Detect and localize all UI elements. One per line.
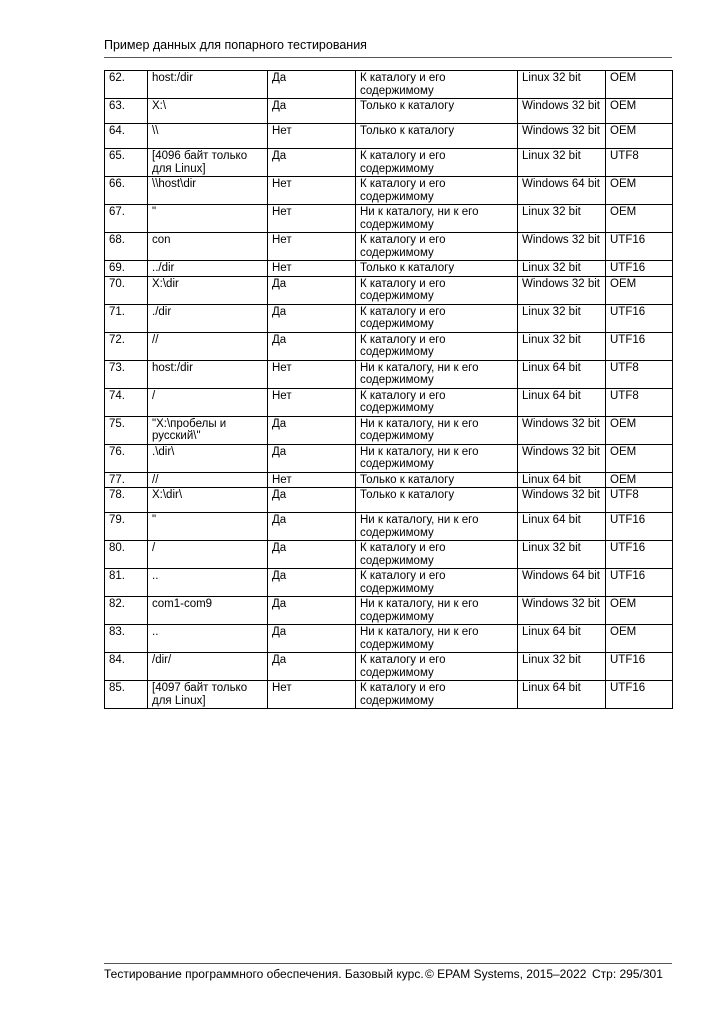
cell-permission: Нет xyxy=(268,472,356,488)
cell-permission: Нет xyxy=(268,205,356,233)
cell-os-platform: Windows 64 bit xyxy=(518,177,606,205)
cell-os-platform: Linux 32 bit xyxy=(518,304,606,332)
cell-access-scope: К каталогу и его содержимому xyxy=(356,653,518,681)
cell-encoding: UTF16 xyxy=(606,541,673,569)
cell-access-scope: Ни к каталогу, ни к его содержимому xyxy=(356,597,518,625)
cell-row-number: 70. xyxy=(105,276,148,304)
cell-path-value: [4096 байт только для Linux] xyxy=(148,149,268,177)
cell-encoding: OEM xyxy=(606,597,673,625)
cell-permission: Нет xyxy=(268,681,356,709)
cell-permission: Нет xyxy=(268,261,356,277)
footer-page-number: Стр: 295/301 xyxy=(592,967,663,981)
cell-row-number: 82. xyxy=(105,597,148,625)
cell-os-platform: Linux 32 bit xyxy=(518,205,606,233)
pairwise-data-table xyxy=(104,70,673,709)
cell-path-value: ./dir xyxy=(148,304,268,332)
cell-path-value: ../dir xyxy=(148,261,268,277)
footer-copyright: © EPAM Systems, 2015–2022 xyxy=(425,967,587,981)
table-row xyxy=(105,513,673,541)
cell-row-number: 68. xyxy=(105,233,148,261)
cell-os-platform: Linux 32 bit xyxy=(518,332,606,360)
cell-permission: Да xyxy=(268,541,356,569)
cell-permission: Да xyxy=(268,569,356,597)
cell-encoding: UTF16 xyxy=(606,569,673,597)
cell-path-value: .. xyxy=(148,569,268,597)
cell-os-platform: Windows 32 bit xyxy=(518,597,606,625)
cell-os-platform: Windows 32 bit xyxy=(518,124,606,149)
cell-path-value: .\dir\ xyxy=(148,444,268,472)
cell-encoding: UTF16 xyxy=(606,681,673,709)
cell-permission: Да xyxy=(268,625,356,653)
footer-course-title: Тестирование программного обеспечения. Базовый курс. xyxy=(104,967,424,981)
cell-access-scope: К каталогу и его содержимому xyxy=(356,71,518,99)
cell-permission: Да xyxy=(268,304,356,332)
cell-os-platform: Windows 32 bit xyxy=(518,416,606,444)
table-row xyxy=(105,360,673,388)
cell-path-value: \\ xyxy=(148,124,268,149)
cell-access-scope: Ни к каталогу, ни к его содержимому xyxy=(356,416,518,444)
table-row xyxy=(105,276,673,304)
cell-row-number: 85. xyxy=(105,681,148,709)
cell-row-number: 75. xyxy=(105,416,148,444)
cell-path-value: .. xyxy=(148,625,268,653)
cell-permission: Нет xyxy=(268,233,356,261)
cell-row-number: 72. xyxy=(105,332,148,360)
table-row xyxy=(105,99,673,124)
cell-path-value: com1-com9 xyxy=(148,597,268,625)
cell-os-platform: Windows 32 bit xyxy=(518,444,606,472)
cell-access-scope: К каталогу и его содержимому xyxy=(356,276,518,304)
cell-path-value: host:/dir xyxy=(148,360,268,388)
cell-access-scope: К каталогу и его содержимому xyxy=(356,177,518,205)
cell-permission: Нет xyxy=(268,388,356,416)
cell-encoding: OEM xyxy=(606,205,673,233)
cell-access-scope: К каталогу и его содержимому xyxy=(356,332,518,360)
cell-permission: Нет xyxy=(268,177,356,205)
cell-os-platform: Linux 32 bit xyxy=(518,149,606,177)
cell-access-scope: Только к каталогу xyxy=(356,488,518,513)
cell-access-scope: К каталогу и его содержимому xyxy=(356,304,518,332)
table-row xyxy=(105,233,673,261)
cell-permission: Да xyxy=(268,488,356,513)
cell-row-number: 79. xyxy=(105,513,148,541)
table-row xyxy=(105,681,673,709)
table-row xyxy=(105,569,673,597)
table-row xyxy=(105,472,673,488)
cell-path-value: "X:\пробелы и русский\" xyxy=(148,416,268,444)
table-row xyxy=(105,149,673,177)
cell-permission: Да xyxy=(268,99,356,124)
cell-permission: Да xyxy=(268,416,356,444)
cell-row-number: 69. xyxy=(105,261,148,277)
cell-encoding: OEM xyxy=(606,416,673,444)
table-row xyxy=(105,304,673,332)
cell-row-number: 77. xyxy=(105,472,148,488)
cell-access-scope: Ни к каталогу, ни к его содержимому xyxy=(356,625,518,653)
cell-permission: Да xyxy=(268,513,356,541)
cell-path-value: /dir/ xyxy=(148,653,268,681)
cell-row-number: 76. xyxy=(105,444,148,472)
cell-encoding: UTF16 xyxy=(606,513,673,541)
cell-access-scope: К каталогу и его содержимому xyxy=(356,681,518,709)
cell-path-value: \\host\dir xyxy=(148,177,268,205)
cell-row-number: 67. xyxy=(105,205,148,233)
cell-row-number: 80. xyxy=(105,541,148,569)
cell-encoding: OEM xyxy=(606,124,673,149)
cell-row-number: 74. xyxy=(105,388,148,416)
cell-path-value: / xyxy=(148,541,268,569)
cell-access-scope: К каталогу и его содержимому xyxy=(356,149,518,177)
cell-access-scope: Только к каталогу xyxy=(356,124,518,149)
cell-encoding: UTF8 xyxy=(606,360,673,388)
cell-path-value: X:\dir xyxy=(148,276,268,304)
cell-os-platform: Linux 64 bit xyxy=(518,625,606,653)
cell-encoding: UTF8 xyxy=(606,388,673,416)
cell-encoding: OEM xyxy=(606,71,673,99)
table-row xyxy=(105,261,673,277)
cell-os-platform: Linux 32 bit xyxy=(518,261,606,277)
cell-os-platform: Linux 64 bit xyxy=(518,360,606,388)
cell-path-value: // xyxy=(148,332,268,360)
cell-row-number: 65. xyxy=(105,149,148,177)
cell-path-value: " xyxy=(148,513,268,541)
cell-row-number: 84. xyxy=(105,653,148,681)
cell-encoding: OEM xyxy=(606,444,673,472)
cell-permission: Да xyxy=(268,149,356,177)
cell-encoding: UTF8 xyxy=(606,149,673,177)
table-row xyxy=(105,388,673,416)
cell-access-scope: Ни к каталогу, ни к его содержимому xyxy=(356,513,518,541)
cell-access-scope: Только к каталогу xyxy=(356,472,518,488)
table-row xyxy=(105,488,673,513)
cell-path-value: [4097 байт только для Linux] xyxy=(148,681,268,709)
table-row xyxy=(105,541,673,569)
cell-path-value: // xyxy=(148,472,268,488)
cell-os-platform: Linux 64 bit xyxy=(518,513,606,541)
cell-encoding: OEM xyxy=(606,177,673,205)
cell-access-scope: К каталогу и его содержимому xyxy=(356,541,518,569)
cell-path-value: X:\ xyxy=(148,99,268,124)
cell-permission: Да xyxy=(268,653,356,681)
cell-path-value: X:\dir\ xyxy=(148,488,268,513)
cell-os-platform: Windows 32 bit xyxy=(518,233,606,261)
cell-path-value: / xyxy=(148,388,268,416)
cell-encoding: UTF16 xyxy=(606,653,673,681)
table-row xyxy=(105,177,673,205)
cell-os-platform: Windows 64 bit xyxy=(518,569,606,597)
cell-permission: Да xyxy=(268,444,356,472)
cell-encoding: OEM xyxy=(606,99,673,124)
cell-permission: Нет xyxy=(268,360,356,388)
cell-path-value: con xyxy=(148,233,268,261)
page-header-title: Пример данных для попарного тестирования xyxy=(104,38,367,52)
cell-access-scope: К каталогу и его содержимому xyxy=(356,233,518,261)
cell-os-platform: Windows 32 bit xyxy=(518,276,606,304)
cell-access-scope: Ни к каталогу, ни к его содержимому xyxy=(356,444,518,472)
cell-access-scope: Ни к каталогу, ни к его содержимому xyxy=(356,205,518,233)
cell-os-platform: Linux 64 bit xyxy=(518,388,606,416)
table-row xyxy=(105,444,673,472)
cell-encoding: UTF8 xyxy=(606,488,673,513)
table-row xyxy=(105,332,673,360)
cell-permission: Да xyxy=(268,276,356,304)
cell-path-value: host:/dir xyxy=(148,71,268,99)
cell-encoding: UTF16 xyxy=(606,261,673,277)
cell-row-number: 64. xyxy=(105,124,148,149)
cell-row-number: 63. xyxy=(105,99,148,124)
cell-os-platform: Windows 32 bit xyxy=(518,99,606,124)
cell-row-number: 83. xyxy=(105,625,148,653)
table-row xyxy=(105,625,673,653)
cell-path-value: " xyxy=(148,205,268,233)
cell-permission: Нет xyxy=(268,124,356,149)
table-row xyxy=(105,653,673,681)
cell-row-number: 78. xyxy=(105,488,148,513)
table-row xyxy=(105,205,673,233)
cell-row-number: 66. xyxy=(105,177,148,205)
cell-access-scope: К каталогу и его содержимому xyxy=(356,388,518,416)
cell-os-platform: Linux 32 bit xyxy=(518,541,606,569)
cell-permission: Да xyxy=(268,332,356,360)
cell-encoding: UTF16 xyxy=(606,304,673,332)
cell-row-number: 71. xyxy=(105,304,148,332)
cell-row-number: 81. xyxy=(105,569,148,597)
cell-os-platform: Windows 32 bit xyxy=(518,488,606,513)
cell-encoding: OEM xyxy=(606,625,673,653)
cell-access-scope: Ни к каталогу, ни к его содержимому xyxy=(356,360,518,388)
cell-access-scope: Только к каталогу xyxy=(356,261,518,277)
footer-divider xyxy=(104,963,672,964)
cell-os-platform: Linux 64 bit xyxy=(518,681,606,709)
table-row xyxy=(105,416,673,444)
header-divider xyxy=(104,57,672,58)
table-row xyxy=(105,71,673,99)
cell-encoding: OEM xyxy=(606,472,673,488)
cell-encoding: UTF16 xyxy=(606,233,673,261)
cell-row-number: 73. xyxy=(105,360,148,388)
cell-encoding: UTF16 xyxy=(606,332,673,360)
table-row xyxy=(105,597,673,625)
cell-os-platform: Linux 64 bit xyxy=(518,472,606,488)
table-row xyxy=(105,124,673,149)
cell-access-scope: Только к каталогу xyxy=(356,99,518,124)
cell-access-scope: К каталогу и его содержимому xyxy=(356,569,518,597)
cell-row-number: 62. xyxy=(105,71,148,99)
cell-encoding: OEM xyxy=(606,276,673,304)
cell-permission: Да xyxy=(268,71,356,99)
cell-permission: Да xyxy=(268,597,356,625)
cell-os-platform: Linux 32 bit xyxy=(518,71,606,99)
cell-os-platform: Linux 32 bit xyxy=(518,653,606,681)
